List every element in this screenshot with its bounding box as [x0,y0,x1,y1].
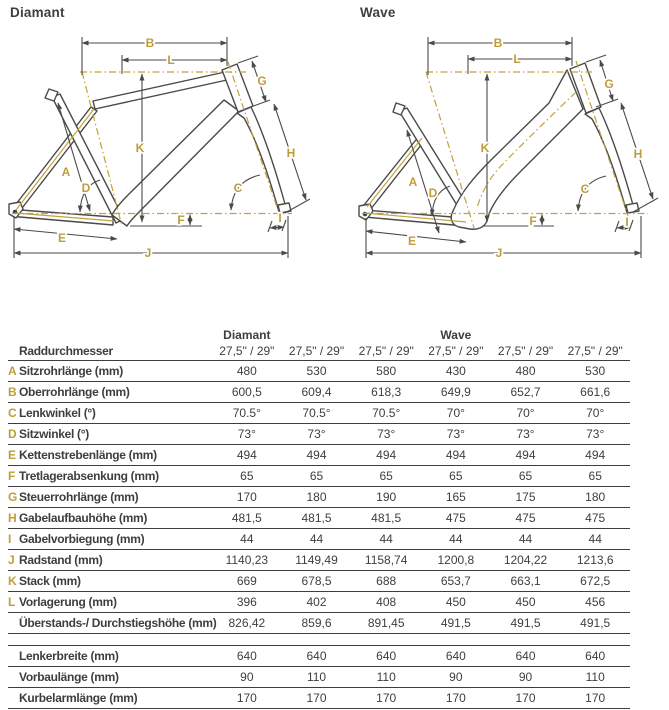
wave-label-C: C [580,182,590,196]
wave-label-K: K [480,141,490,155]
cell-value: 450 [515,595,536,609]
cell-value: 65 [518,469,533,483]
cell-value: 65 [240,469,254,483]
row-letter: C [8,406,17,420]
row-label: Lenkerbreite (mm) [19,649,119,663]
diamant-label-E: E [57,231,67,245]
table-row [8,508,630,529]
cell-value: 450 [445,595,466,609]
row-letter: K [8,574,17,588]
cell-value: 494 [515,448,536,462]
cell-value: 27,5" / 29" [497,344,554,358]
wave-label-L: L [513,52,521,66]
wave-frame-diagram [359,36,658,260]
wave-label-B: B [493,36,503,50]
cell-value: 663,1 [510,574,541,588]
frame-geometry-diagrams [0,0,669,300]
cell-value: 190 [376,490,397,504]
cell-value: 672,5 [580,574,611,588]
cell-value: 494 [306,448,327,462]
cell-value: 70° [586,406,605,420]
wave-seatstay-centerline [367,138,422,207]
cell-value: 175 [515,490,536,504]
cell-value: 649,9 [440,385,471,399]
cell-value: 640 [376,649,397,663]
diamant-label-D: D [81,181,91,195]
cell-value: 73° [237,427,256,441]
cell-value: 27,5" / 29" [358,344,414,358]
cell-value: 491,5 [510,616,541,630]
cell-value: 27,5" / 29" [288,344,345,358]
cell-value: 430 [445,364,466,378]
cell-value: 688 [376,574,397,588]
cell-value: 44 [309,532,324,546]
table-row [8,646,630,667]
cell-value: 44 [588,532,602,546]
cell-value: 678,5 [301,574,332,588]
row-label: Kettenstrebenlänge (mm) [19,448,157,462]
row-label: Lenkwinkel (°) [19,406,96,420]
row-label: Tretlagerabsenkung (mm) [19,469,159,483]
cell-value: 70.5° [372,406,401,420]
diamant-downtube [112,100,239,226]
cell-value: 65 [449,469,463,483]
table-row [8,487,630,508]
cell-value: 110 [376,670,396,684]
table-row [8,403,630,424]
diamant-dim-I [270,227,284,228]
cell-value: 480 [236,364,257,378]
cell-value: 165 [445,490,466,504]
cell-value: 90 [518,670,533,684]
cell-value: 600,5 [231,385,262,399]
table-row [8,613,630,634]
row-label: Steuerrohrlänge (mm) [19,490,139,504]
row-letter: H [8,511,17,525]
wave-label-D: D [428,186,438,200]
wave-front-dropout [626,203,639,213]
diamant-label-A: A [61,165,71,179]
cell-value: 44 [449,532,463,546]
wave-dim-I [617,227,631,228]
cell-value: 44 [518,532,533,546]
diamant-fork [237,107,287,212]
cell-value: 402 [306,595,327,609]
cell-value: 652,7 [510,385,541,399]
cell-value: 530 [306,364,327,378]
cell-value: 73° [307,427,326,441]
row-letter: E [8,448,17,462]
wave-dim-G-ext-top [586,55,606,62]
cell-value: 826,42 [228,616,266,630]
cell-value: 640 [515,649,536,663]
row-letter: L [8,595,16,609]
cell-value: 90 [240,670,254,684]
cell-value: 170 [585,691,606,705]
cell-value: 475 [445,511,466,525]
row-label: Sitzwinkel (°) [19,427,89,441]
cell-value: 494 [445,448,466,462]
table-row [8,550,630,571]
geometry-table [8,327,630,709]
cell-value: 27,5" / 29" [567,344,623,358]
cell-value: 110 [585,670,605,684]
table-row [8,382,630,403]
cell-value: 170 [236,691,257,705]
wave-label-F: F [529,214,537,228]
table-row [8,667,630,688]
wave-label-J: J [495,246,503,260]
cell-value: 44 [240,532,254,546]
cell-value: 1140,23 [225,553,269,567]
row-label: Kurbelarmlänge (mm) [19,691,138,705]
cell-value: 170 [236,490,257,504]
cell-value: 891,45 [367,616,405,630]
row-label: Oberrohrlänge (mm) [19,385,130,399]
row-letter: G [8,490,18,504]
table-header-row [8,342,630,361]
diamant-label-H: H [286,146,296,160]
cell-value: 27,5" / 29" [219,344,275,358]
cell-value: 65 [309,469,324,483]
cell-value: 653,7 [440,574,471,588]
cell-value: 491,5 [440,616,471,630]
cell-value: 90 [449,670,463,684]
cell-value: 494 [585,448,606,462]
table-row [8,424,630,445]
table-row [8,688,630,709]
cell-value: 530 [585,364,606,378]
cell-value: 475 [515,511,536,525]
cell-value: 1213,6 [576,553,614,567]
cell-value: 1149,49 [295,553,338,567]
cell-value: 110 [306,670,327,684]
diamant-label-G: G [257,74,267,88]
table-group-header-row [8,327,630,342]
geometry-table-main [8,327,630,634]
geometry-table-components [8,645,630,709]
cell-value: 73° [377,427,396,441]
row-label: Sitzrohrlänge (mm) [19,364,123,378]
wave-diagram-title: Wave [360,5,396,20]
cell-value: 618,3 [371,385,402,399]
wave-label-G: G [604,77,614,91]
cell-value: 609,4 [301,385,332,399]
wave-maintube [451,70,583,229]
cell-value: Diamant [223,327,271,342]
cell-value: 669 [236,574,257,588]
row-letter: J [8,553,15,567]
cell-value: 481,5 [301,511,332,525]
cell-value: 170 [515,691,536,705]
cell-value: 491,5 [580,616,611,630]
row-label: Gabelaufbauhöhe (mm) [19,511,148,525]
wave-label-H: H [633,147,643,161]
row-label: Vorbaulänge (mm) [19,670,119,684]
cell-value: 65 [379,469,393,483]
cell-value: 580 [376,364,397,378]
cell-value: 481,5 [371,511,402,525]
diamant-label-C: C [233,181,243,195]
table-row [8,592,630,613]
cell-value: 73° [586,427,605,441]
cell-value: 396 [236,595,257,609]
cell-value: 70.5° [232,406,261,420]
table-row [8,445,630,466]
cell-value: 640 [236,649,257,663]
cell-value: 1204,22 [503,553,548,567]
row-letter: F [8,469,16,483]
cell-value: 70.5° [302,406,331,420]
row-letter: I [8,532,12,546]
diamant-label-L: L [167,53,175,67]
cell-value: 481,5 [231,511,262,525]
cell-value: 640 [306,649,327,663]
cell-value: 640 [585,649,606,663]
cell-value: 480 [515,364,536,378]
cell-value: 640 [445,649,466,663]
cell-value: 456 [585,595,606,609]
table-row [8,571,630,592]
diamant-label-I: I [278,211,282,225]
cell-value: 1158,74 [364,553,408,567]
diamant-label-B: B [145,36,155,50]
diamant-toptube [93,72,227,109]
row-label: Vorlagerung (mm) [19,595,117,609]
row-label: Radstand (mm) [19,553,103,567]
row-letter: A [8,364,17,378]
cell-value: 44 [379,532,393,546]
diamant-dim-G-ext-top [238,56,258,63]
row-label: Raddurchmesser [19,344,113,358]
cell-value: 475 [585,511,606,525]
cell-value: 408 [376,595,397,609]
wave-label-E: E [407,234,417,248]
cell-value: 859,6 [301,616,332,630]
table-row [8,361,630,382]
cell-value: 170 [306,691,327,705]
wave-label-A: A [408,175,418,189]
cell-value: 180 [306,490,327,504]
cell-value: 494 [376,448,397,462]
cell-value: 661,6 [580,385,611,399]
cell-value: 70° [446,406,465,420]
cell-value: 180 [585,490,606,504]
diamant-label-J: J [144,246,152,260]
diamant-frame-diagram [9,36,310,260]
cell-value: 73° [446,427,465,441]
wave-label-I: I [625,215,629,229]
diamant-dim-I-ext-right [282,220,286,231]
diamant-steering-axis [228,62,281,219]
wave-dim-I-ext-left [615,221,619,232]
cell-value: 73° [516,427,535,441]
diamant-dim-I-ext-left [268,221,272,232]
table-row [8,529,630,550]
table-row [8,466,630,487]
row-label: Stack (mm) [19,574,81,588]
cell-value: 70° [516,406,535,420]
wave-dim-I-ext-right [629,220,633,231]
cell-value: 1200,8 [437,553,475,567]
diamant-label-K: K [135,141,145,155]
row-letter: D [8,427,17,441]
row-label: Gabelvorbiegung (mm) [19,532,145,546]
cell-value: 65 [588,469,602,483]
diamant-diagram-title: Diamant [10,5,65,20]
cell-value: 27,5" / 29" [428,344,484,358]
row-label: Überstands-/ Durchstiegshöhe (mm) [19,616,217,630]
row-letter: B [8,385,17,399]
cell-value: Wave [440,327,472,342]
cell-value: 494 [236,448,257,462]
cell-value: 170 [376,691,397,705]
cell-value: 170 [445,691,466,705]
diamant-label-F: F [177,213,185,227]
